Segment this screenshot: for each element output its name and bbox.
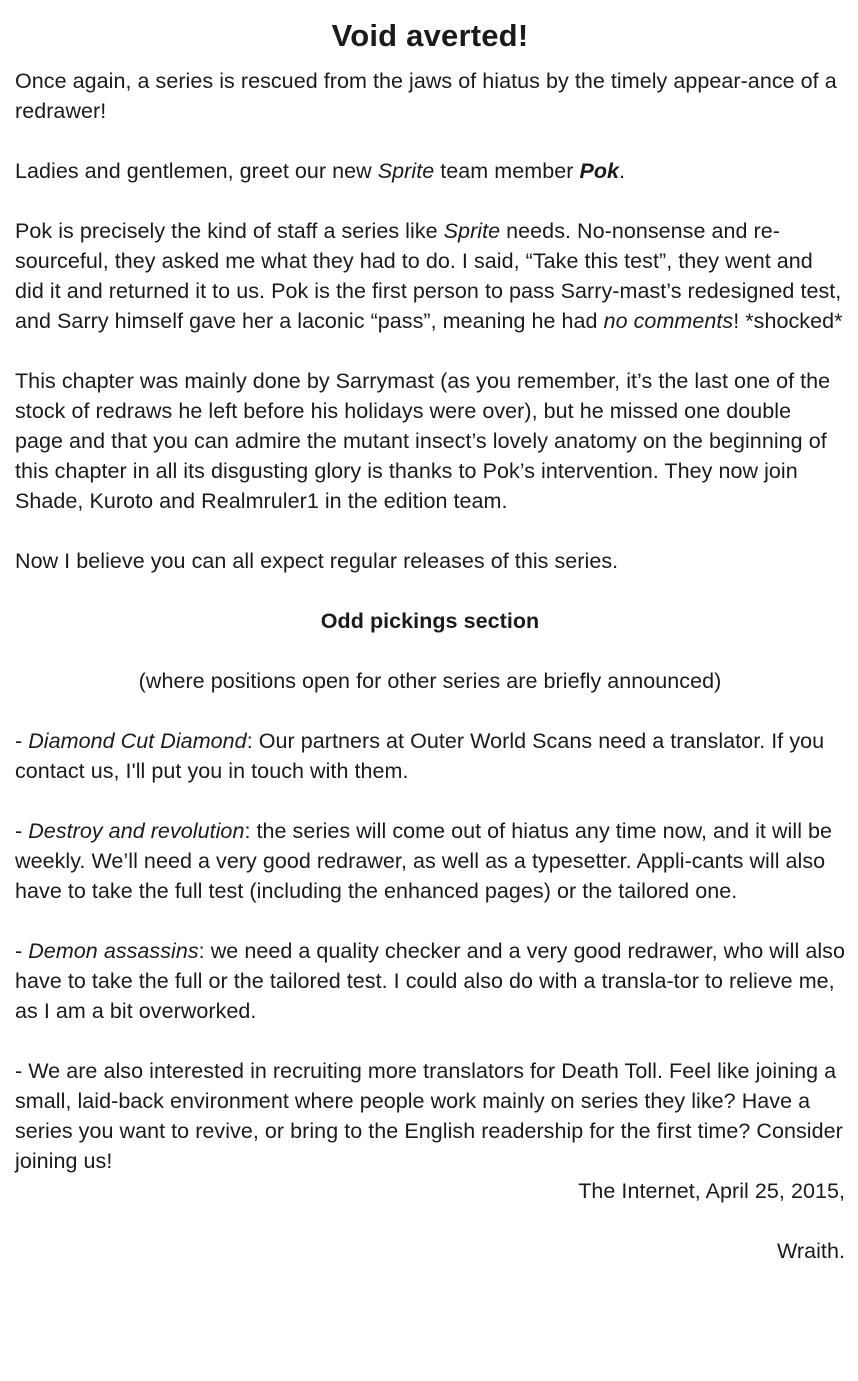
spacer [15,516,845,546]
series-name-sprite: Sprite [377,159,435,183]
spacer [15,126,845,156]
paragraph-intro: Once again, a series is rescued from the jaws of hiatus by the timely appear-ance of a redrawer! [15,69,837,123]
signature: Wraith. [776,1239,845,1263]
list-item-death-toll: - We are also interested in recruiting more translators for Death Toll. Feel like joining a small, laid-back environment where people work mainly on series they like? Have a series you want to revive, or bring to the English readership for the first time? Consider joining us! [15,1059,843,1173]
spacer [15,1206,845,1236]
item-text: : the series will come out of hiatus any time now, and it will be weekly. We’ll need a very good redrawer, as well as a typesetter. Appli-cants will also have to take the full test (including the enhanced pages) or the tailored one. [15,819,833,903]
spacer [15,1026,845,1056]
spacer [15,906,845,936]
dateline: The Internet, April 25, 2015, [578,1179,845,1203]
page-title: Void averted! [331,18,529,53]
paragraph-pok-description [15,216,845,336]
pok-text-middle: needs. No-nonsense and re-sourceful, they asked me what they had to do. I said, “Take this test”, they went and did it and returned it to us. Pok is the first person to pass Sarry-mast’s redesigned test, and Sarry himself gave her a laconic “pass”, meaning he had [15,219,842,333]
spacer [15,636,845,666]
item-prefix: - [15,939,29,963]
item-prefix: - [15,729,29,753]
list-item-diamond-cut-diamond [15,726,845,786]
greeting-text-start: Ladies and gentlemen, greet our new [15,159,378,183]
section-heading: Odd pickings section [320,609,540,633]
item-text: : we need a quality checker and a very good redrawer, who will also have to take the full or the tailored test. I could also do with a transla-tor to relieve me, as I am a bit overworked. [15,939,845,1023]
paragraph-chapter-notes: This chapter was mainly done by Sarrymast (as you remember, it’s the last one of the stock of redraws he left before his holidays were over), but he missed one double page and that you can admire the mutant insect’s lovely anatomy on the beginning of this chapter in all its disgusting glory is thanks to Pok’s intervention. They now join Shade, Kuroto and Realmruler1 in the edition team. [15,369,831,513]
item-prefix: - [15,819,29,843]
list-item-destroy-and-revolution [15,816,845,906]
member-name-pok: Pok [579,159,620,183]
pok-text-start: Pok is precisely the kind of staff a series like [15,219,444,243]
series-name-sprite-2: Sprite [443,219,501,243]
pok-text-end: ! *shocked* [733,309,843,333]
series-name-destroy-and-revolution: Destroy and revolution [28,819,245,843]
paragraph-greeting [15,156,845,186]
section-subheading: (where positions open for other series are briefly announced) [138,669,722,693]
greeting-text-middle: team member [434,159,580,183]
list-item-demon-assassins [15,936,845,1026]
spacer [15,696,845,726]
item-text: : Our partners at Outer World Scans need a translator. If you contact us, I'll put you in touch with them. [15,729,825,783]
spacer [15,186,845,216]
series-name-demon-assassins: Demon assassins [28,939,199,963]
document-page [15,0,845,1266]
paragraph-releases: Now I believe you can all expect regular releases of this series. [15,549,619,573]
spacer [15,576,845,606]
spacer [15,786,845,816]
series-name-diamond-cut-diamond: Diamond Cut Diamond [28,729,247,753]
spacer [15,336,845,366]
no-comments-emphasis: no comments [603,309,734,333]
greeting-text-end: . [619,159,626,183]
